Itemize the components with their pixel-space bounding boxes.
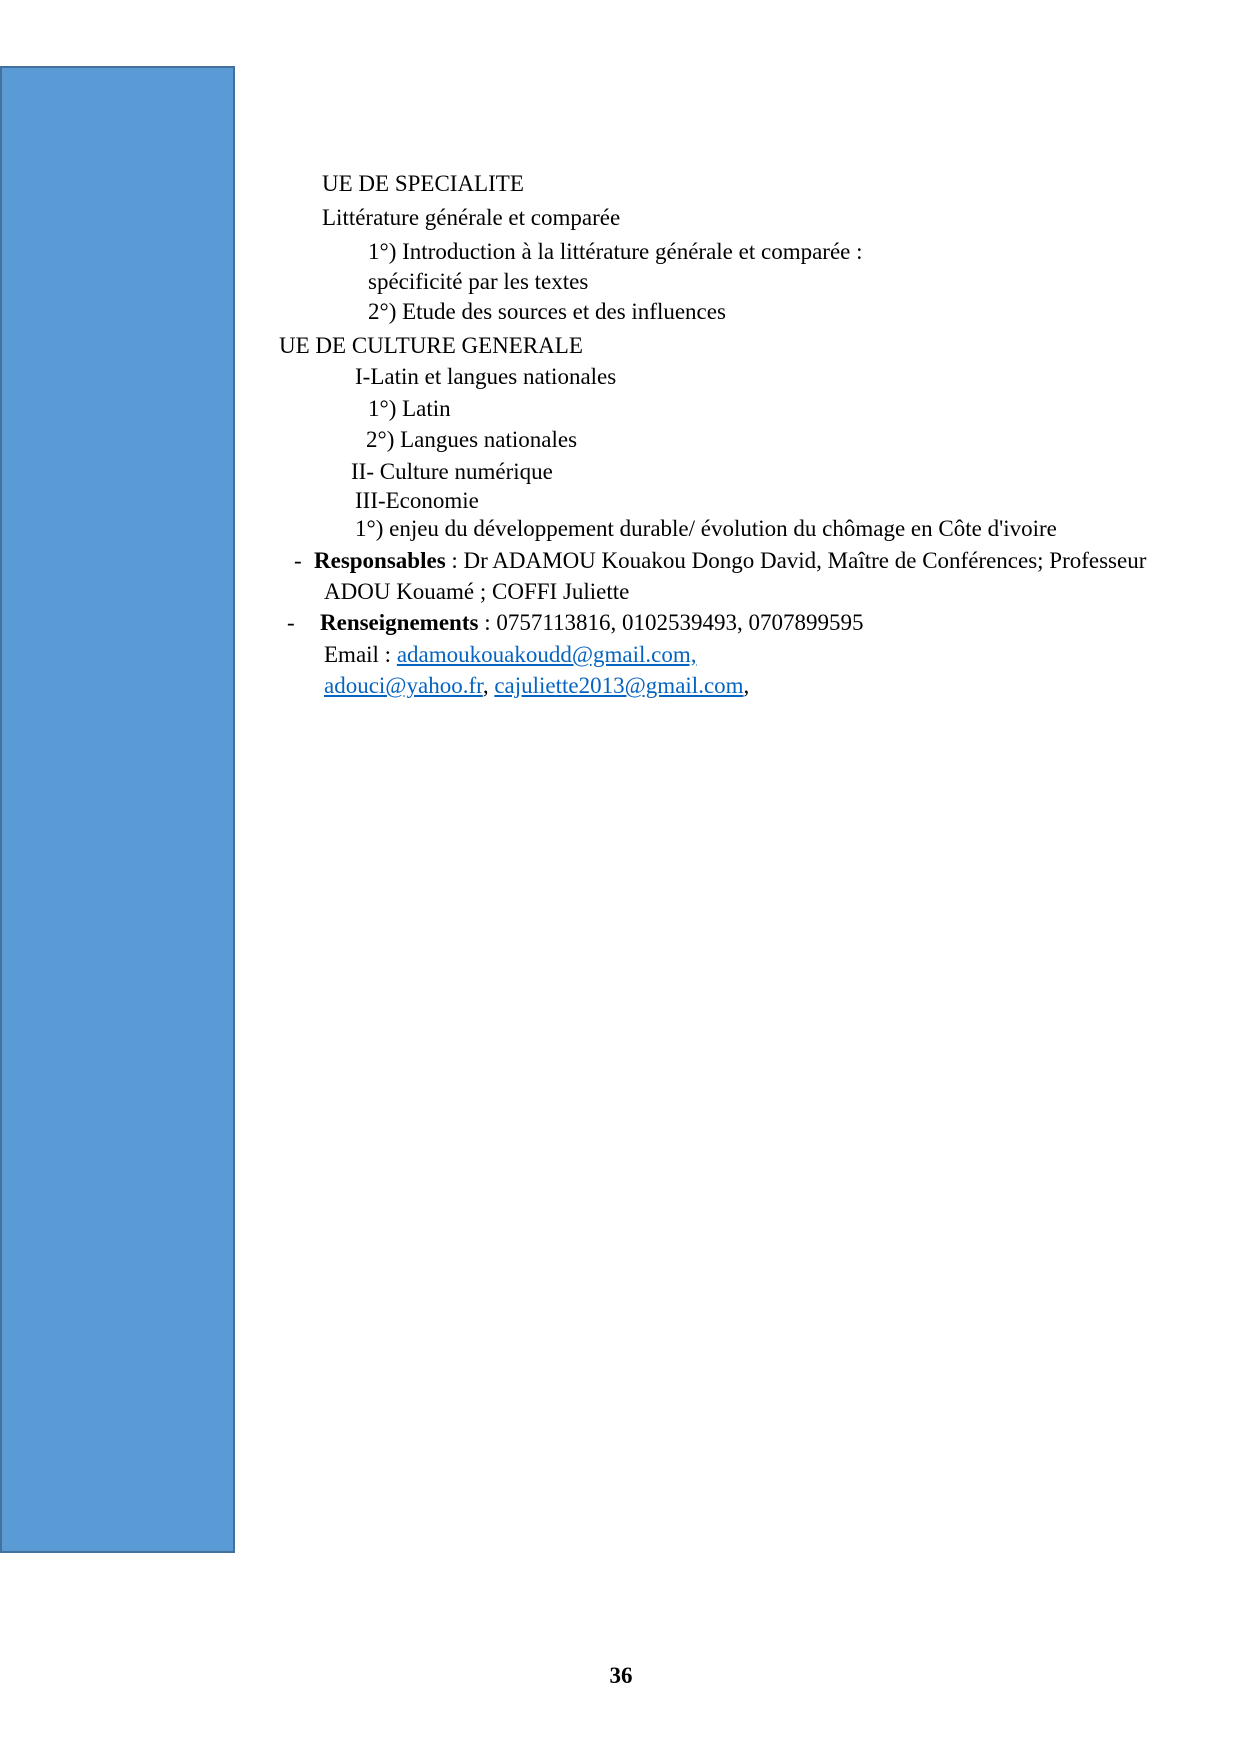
responsables-text: : Dr ADAMOU Kouakou Dongo David, Maître de Conférences; Professeur: [445, 548, 1147, 573]
side-color-band: [0, 66, 235, 1553]
culture-section-3: III-Economie: [355, 488, 479, 513]
renseignements-label: Renseignements: [320, 610, 479, 635]
email-label: Email :: [324, 642, 397, 667]
culture-section-1-item-1: 1°) Latin: [368, 396, 451, 421]
specialite-heading: UE DE SPECIALITE: [322, 171, 524, 196]
responsables-label: Responsables: [314, 548, 446, 573]
renseignements-bullet: -: [287, 610, 295, 635]
culture-section-1-item-2: 2°) Langues nationales: [366, 427, 578, 452]
email-trailing-comma: ,: [743, 673, 750, 698]
renseignements-phones: : 0757113816, 0102539493, 0707899595: [478, 610, 864, 635]
email-separator: ,: [482, 673, 495, 698]
culture-section-1: I-Latin et langues nationales: [355, 364, 617, 389]
responsables-line-1: [314, 547, 1146, 575]
responsables-bullet: -: [294, 548, 302, 573]
email-line-2: [324, 672, 749, 700]
specialite-item-1-line-2: spécificité par les textes: [368, 269, 589, 294]
renseignements-line: [320, 609, 863, 637]
email-line-1: [324, 641, 697, 669]
culture-section-2: II- Culture numérique: [351, 459, 553, 484]
specialite-item-1-line-1: 1°) Introduction à la littérature générale et comparée :: [368, 239, 863, 264]
responsables-line-2: ADOU Kouamé ; COFFI Juliette: [324, 579, 630, 604]
email-link-adamou[interactable]: adamoukouakoudd@gmail.com,: [396, 642, 697, 667]
email-link-adouci[interactable]: adouci@yahoo.fr: [324, 673, 483, 698]
specialite-subheading: Littérature générale et comparée: [322, 205, 621, 230]
culture-section-3-item-1: 1°) enjeu du développement durable/ évolution du chômage en Côte d'ivoire: [355, 516, 1057, 541]
culture-generale-heading: UE DE CULTURE GENERALE: [279, 333, 583, 358]
page-number: 36: [609, 1663, 633, 1688]
specialite-item-2: 2°) Etude des sources et des influences: [368, 299, 726, 324]
email-link-coffi[interactable]: cajuliette2013@gmail.com: [494, 673, 744, 698]
